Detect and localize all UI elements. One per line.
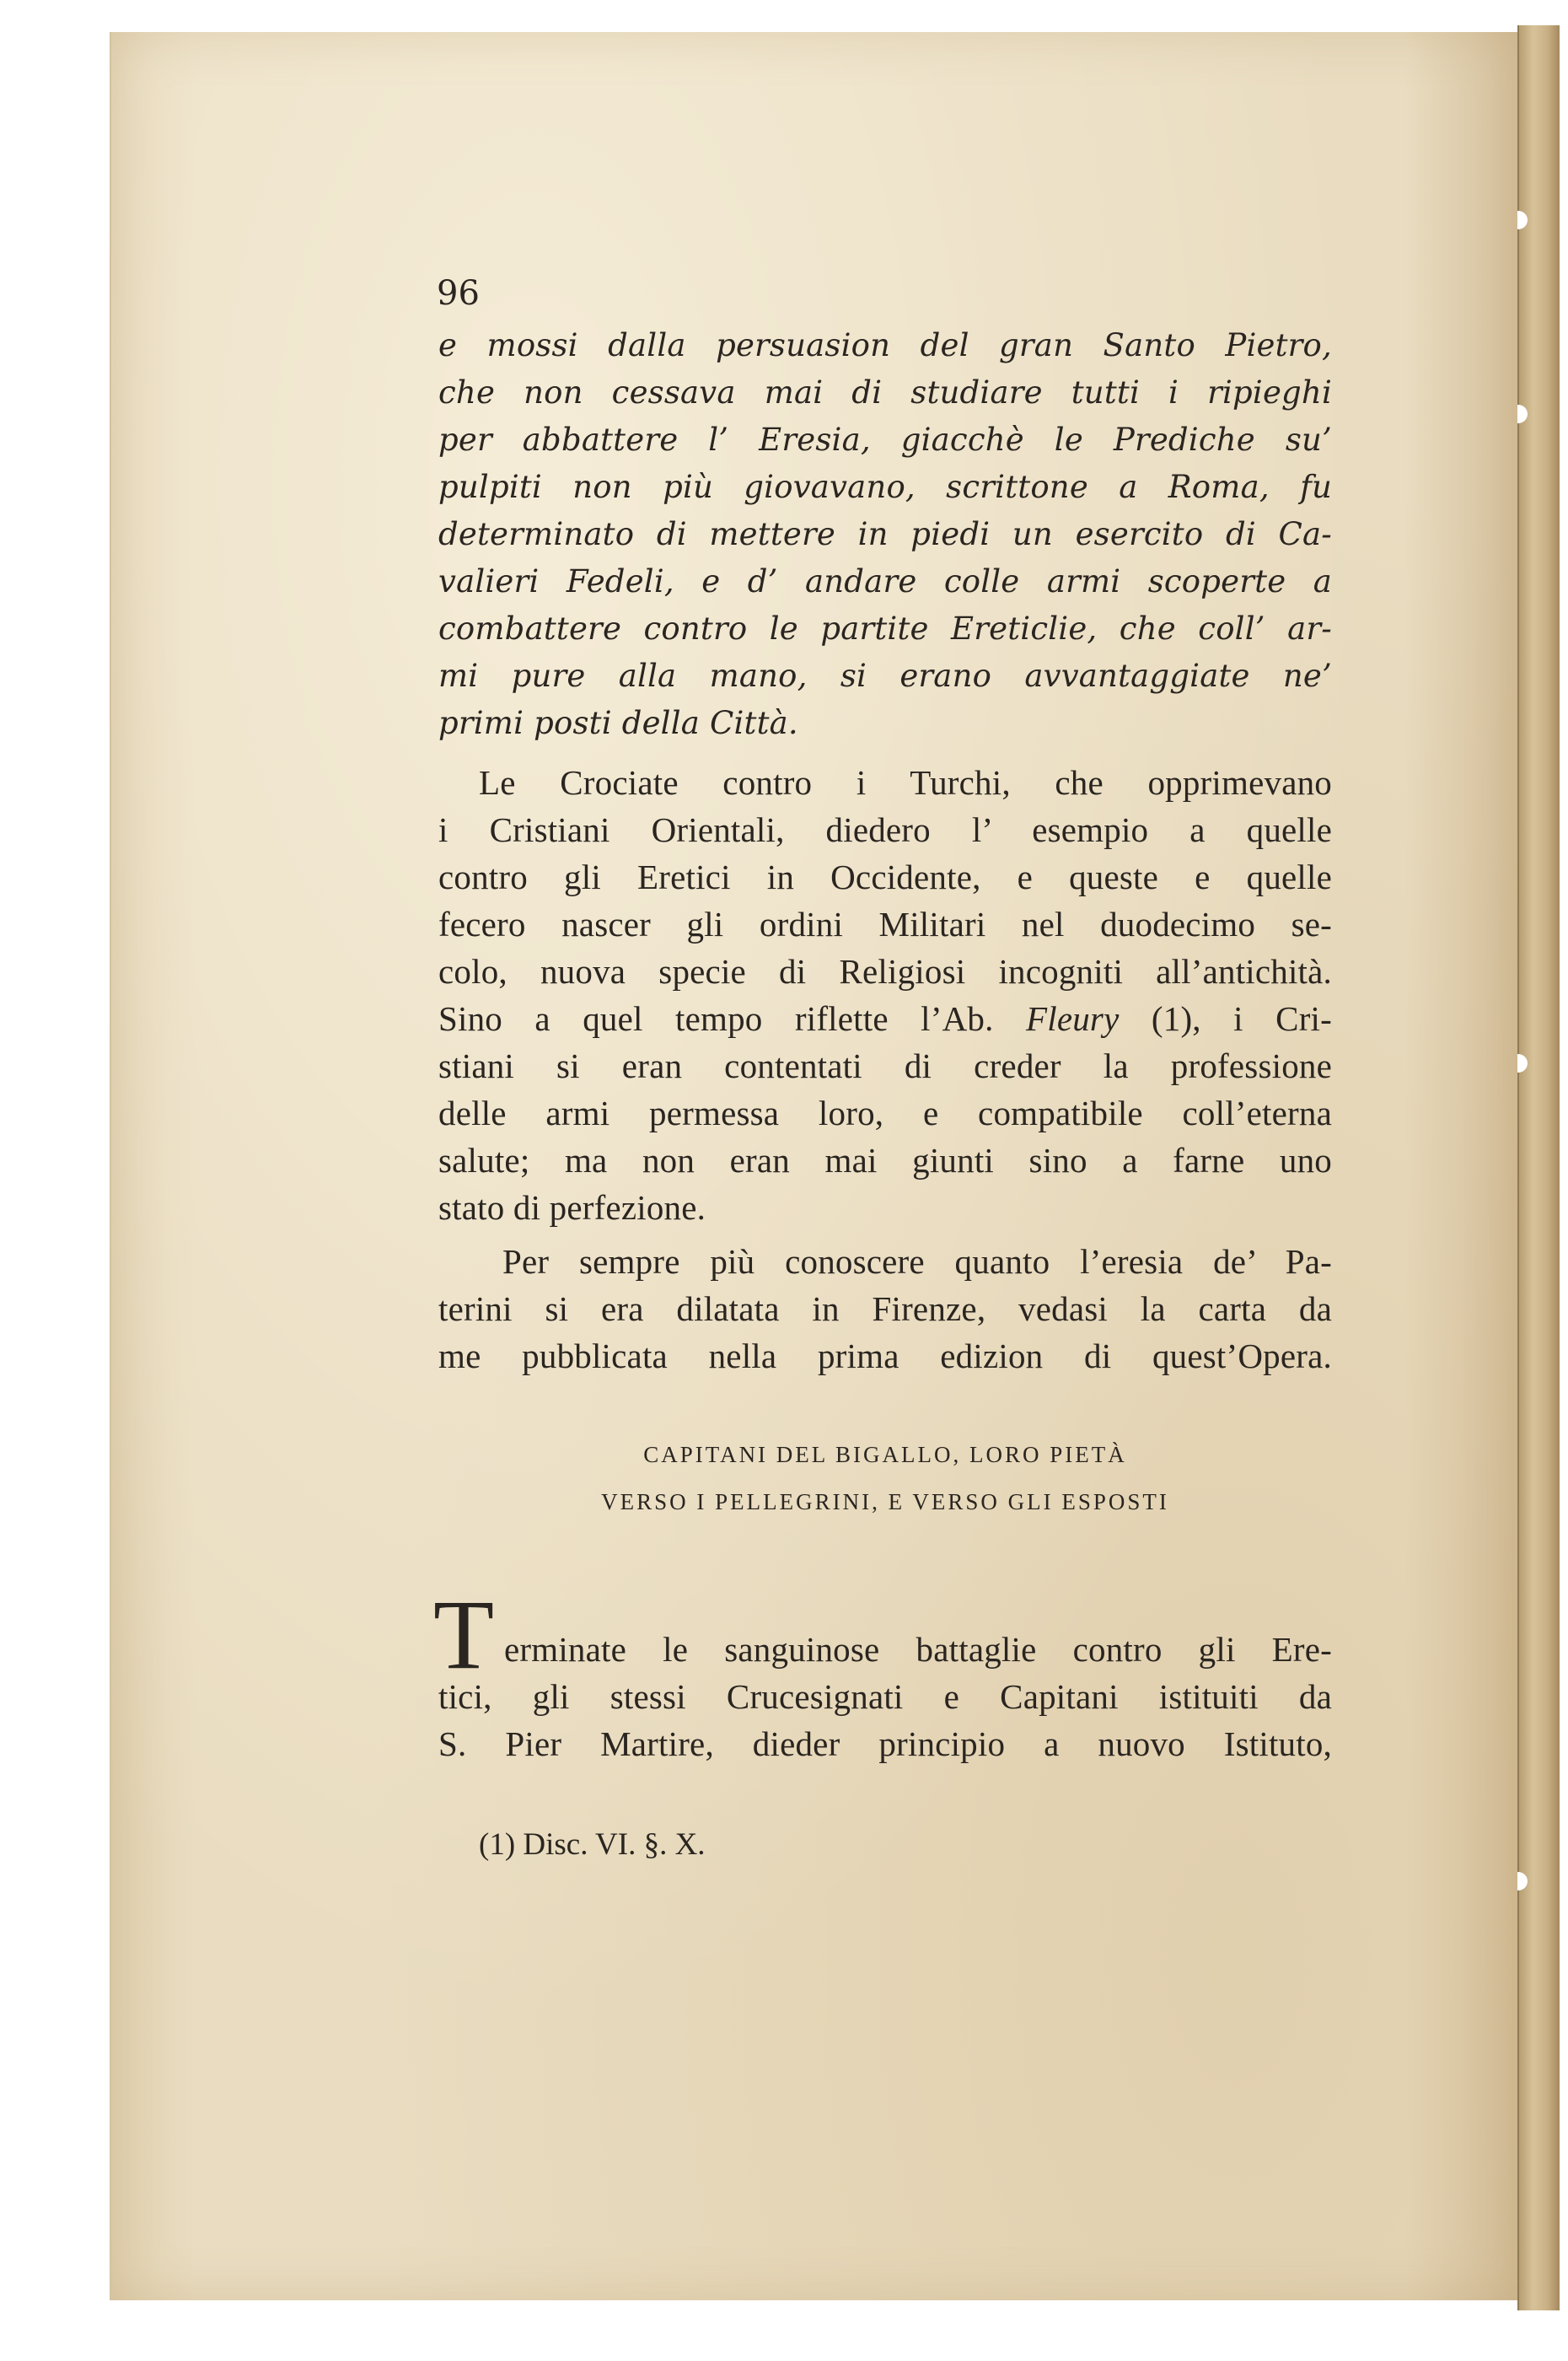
final-paragraph (438, 1626, 1332, 1767)
text-line: determinato di mettere in piedi un esercito di Ca- (438, 516, 1332, 552)
text-line: e mossi dalla persuasion del gran Santo Pietro, (438, 327, 1332, 363)
paterini-paragraph (438, 1238, 1332, 1379)
text-line: che non cessava mai di studiare tutti i ripieghi (438, 374, 1332, 411)
text-line: per abbattere l’ Eresia, giacchè le Prediche su’ (438, 422, 1332, 458)
drop-cap: T (433, 1579, 495, 1690)
text-line: stato di perfezione. (438, 1188, 706, 1227)
author-name: Fleury (1025, 999, 1120, 1038)
crociate-paragraph (438, 759, 1332, 1231)
text-line: Le Crociate contro i Turchi, che opprimevano (479, 763, 1332, 802)
text-line: delle armi permessa loro, e compatibile coll’eterna (438, 1094, 1332, 1132)
text-line: mi pure alla mano, si erano avvantaggiate ne’ (438, 658, 1332, 694)
text-line: erminate le sanguinose battaglie contro gli Ere- (504, 1630, 1332, 1669)
text-line: Per sempre più conoscere quanto l’eresia de’ Pa- (502, 1242, 1332, 1281)
text-line: stiani si eran contentati di creder la professione (438, 1046, 1332, 1085)
text-line: combattere contro le partite Ereticlie, che coll’ ar- (438, 610, 1332, 647)
text-line: contro gli Eretici in Occidente, e queste e quelle (438, 858, 1332, 896)
text-line-fleury (438, 995, 1332, 1042)
adjacent-page-edge (1517, 25, 1560, 2310)
text-line: S. Pier Martire, dieder principio a nuovo Istituto, (438, 1724, 1332, 1763)
text-line: me pubblicata nella prima edizion di quest’Opera. (438, 1336, 1332, 1375)
text-line: valieri Fedeli, e d’ andare colle armi scoperte a (438, 563, 1332, 600)
text-line: colo, nuova specie di Religiosi incogniti all’antichità. (438, 952, 1332, 991)
text-line: pulpiti non più giovavano, scrittone a Roma, fu (438, 469, 1332, 505)
section-heading-line2: VERSO I PELLEGRINI, E VERSO GLI ESPOSTI (601, 1489, 1169, 1514)
text-fragment: Sino a quel tempo riflette l’Ab. (438, 999, 1026, 1038)
text-line: fecero nascer gli ordini Militari nel duodecimo se- (438, 905, 1332, 944)
text-line: i Cristiani Orientali, diedero l’ esempio a quelle (438, 810, 1332, 849)
footnote: (1) Disc. VI. §. X. (479, 1827, 706, 1862)
italic-paragraph (438, 322, 1332, 747)
text-fragment: (1), i Cri- (1119, 999, 1332, 1038)
page-number: 96 (437, 274, 480, 313)
section-heading-line1: CAPITANI DEL BIGALLO, LORO PIETÀ (643, 1442, 1127, 1467)
text-line: tici, gli stessi Crucesignati e Capitani istituiti da (438, 1677, 1332, 1716)
text-line: primi posti della Città. (438, 705, 798, 741)
text-line: terini si era dilatata in Firenze, vedasi la carta da (438, 1289, 1332, 1328)
text-line: salute; ma non eran mai giunti sino a farne uno (438, 1141, 1332, 1180)
